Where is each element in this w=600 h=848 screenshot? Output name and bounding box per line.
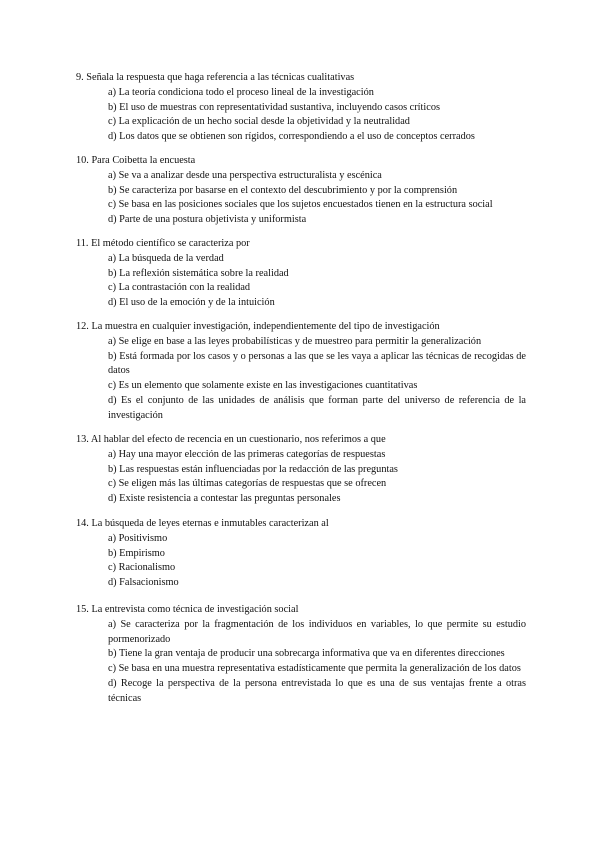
option-a: a) Se elige en base a las leyes probabilísticas y de muestreo para permitir la generalización [108,335,482,347]
option-c: c) Es un elemento que solamente existe en las investigaciones cuantitativas [108,380,418,392]
option-a: a) Hay una mayor elección de las primeras categorías de respuestas [108,448,386,460]
question-15 [76,603,526,707]
option-a: a) La búsqueda de la verdad [108,252,224,264]
option-d: d) El uso de la emoción y de la intuición [108,297,275,309]
question-10 [76,154,526,228]
options-list [76,86,526,145]
question-9 [76,71,526,145]
option-d: d) Los datos que se obtienen son rígidos, correspondiendo a el uso de conceptos cerrados [108,131,475,143]
option-b: b) La reflexión sistemática sobre la realidad [108,267,289,279]
question-14 [76,517,526,591]
question-12 [76,320,526,424]
option-b: b) El uso de muestras con representatividad sustantiva, incluyendo casos críticos [108,101,440,113]
options-list [76,448,526,507]
option-b: b) Se caracteriza por basarse en el contexto del descubrimiento y por la comprensión [108,184,458,196]
option-c: c) Racionalismo [108,562,176,574]
option-b: b) Está formada por los casos y o personas a las que se les vaya a aplicar las técnicas de recogidas de datos [108,350,526,377]
option-b: b) Las respuestas están influenciadas por la redacción de las preguntas [108,463,398,475]
option-d: d) Existe resistencia a contestar las preguntas personales [108,493,341,505]
option-c: c) Se eligen más las últimas categorías de respuestas que se ofrecen [108,478,387,490]
option-d: d) Recoge la perspectiva de la persona entrevistada lo que es una de sus ventajas frente a otras técnicas [108,677,526,704]
option-c: c) Se basa en las posiciones sociales que los sujetos encuestados tienen en la estructura social [108,199,493,211]
question-title: 14. La búsqueda de leyes eternas e inmutables caracterizan al [76,518,329,529]
options-list [76,252,526,311]
option-c: c) La explicación de un hecho social desde la objetividad y la neutralidad [108,116,410,128]
option-c: c) Se basa en una muestra representativa estadísticamente que permita la generalización de los datos [108,663,521,675]
options-list [76,532,526,591]
option-a: a) Se caracteriza por la fragmentación de los individuos en variables, lo que permite su estudio pormenorizado [108,618,526,645]
option-d: d) Parte de una postura objetivista y uniformista [108,214,307,226]
option-a: a) Positivismo [108,532,168,544]
options-list [76,618,526,707]
question-title: 13. Al hablar del efecto de recencia en un cuestionario, nos referimos a que [76,434,386,445]
option-a: a) Se va a analizar desde una perspectiva estructuralista y escénica [108,169,382,181]
option-c: c) La contrastación con la realidad [108,282,251,294]
question-title: 10. Para Coibetta la encuesta [76,155,196,166]
question-13 [76,433,526,507]
option-d: d) Es el conjunto de las unidades de análisis que forman parte del universo de referencia de la investigación [108,394,526,421]
option-d: d) Falsacionismo [108,577,179,589]
question-title: 12. La muestra en cualquier investigación, independientemente del tipo de investigación [76,321,440,332]
option-b: b) Empirismo [108,547,165,559]
options-list [76,169,526,228]
option-b: b) Tiene la gran ventaja de producir una sobrecarga informativa que va en diferentes direcciones [108,648,505,660]
question-title: 11. El método científico se caracteriza por [76,238,250,249]
option-a: a) La teoría condiciona todo el proceso lineal de la investigación [108,86,374,98]
question-title: 15. La entrevista como técnica de investigación social [76,604,299,615]
question-title: 9. Señala la respuesta que haga referencia a las técnicas cualitativas [76,72,355,83]
options-list [76,335,526,424]
question-11 [76,237,526,311]
